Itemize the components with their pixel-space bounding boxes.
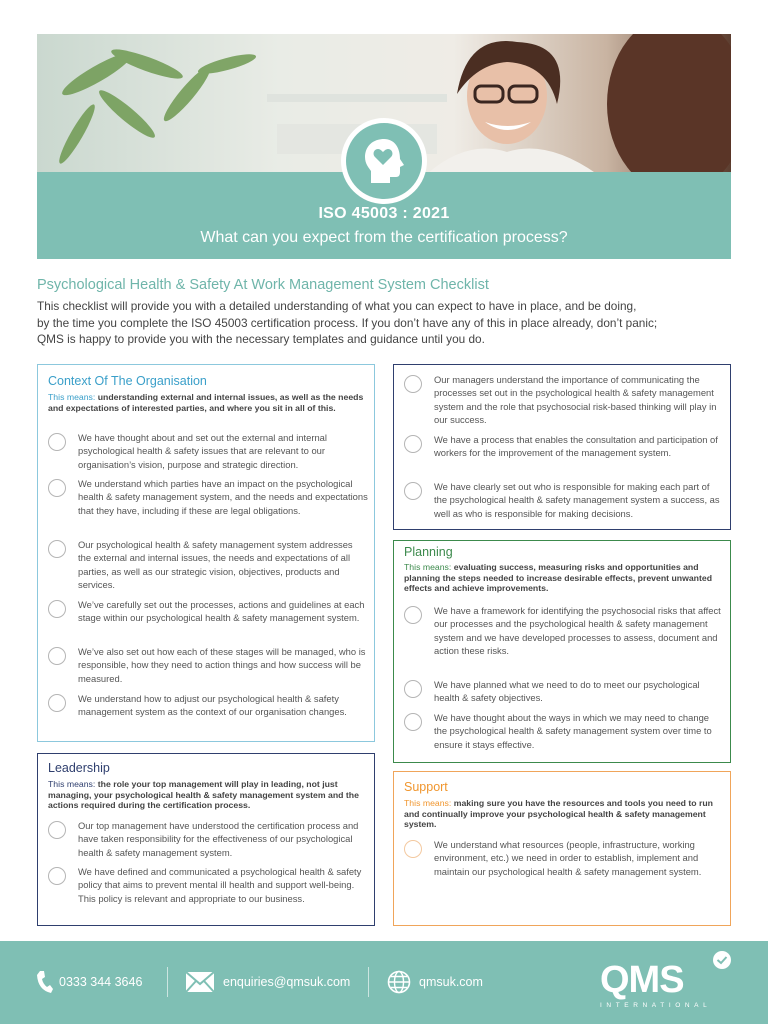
intro-line: QMS is happy to provide you with the necessary templates and guidance until you do. [37,332,485,346]
item-text: We have a framework for identifying the psychosocial risks that affect our processes and the psychological health & safety management system and we have developed processes to assess, document and action these risks. [434,605,721,657]
checklist-item[interactable] [48,598,368,625]
checkbox-circle[interactable] [48,600,66,618]
context-section [37,364,375,742]
checklist-item[interactable] [48,865,368,905]
item-text: We have defined and communicated a psychological health & safety policy that aims to prevent mental ill health and support well-being. This policy is relevant and appropriate to our business. [78,866,362,904]
intro-line: by the time you complete the ISO 45003 certification process. If you don’t have any of this in place already, don’t panic; [37,315,658,330]
checklist-item[interactable] [404,373,724,427]
item-text: Our psychological health & safety management system addresses the external and internal issues, the needs and expectations of all parties, as well as our strategic vision, objectives, products and services. [78,539,353,591]
footer-divider [368,967,369,997]
means-text: making sure you have the resources and tools you need to run and continually improve your psychological health & safety management system. [404,798,713,829]
means-text: evaluating success, measuring risks and opportunities and planning the steps needed to increase desirable effects, prevent unwanted effects and achieve improvements. [404,562,713,593]
checkbox-circle[interactable] [404,713,422,731]
means-label: This means: [48,392,96,402]
item-text: We have thought about and set out the external and internal psychological health & safety issues that are relevant to our organisation’s vision, purpose and strategic direction. [78,432,327,470]
checklist-item[interactable] [404,433,724,460]
qms-logo: QMS [600,959,684,1001]
section-title: Context Of The Organisation [48,374,207,388]
checklist-title: Psychological Health & Safety At Work Management System Checklist [37,277,489,293]
checklist-item[interactable] [48,477,368,517]
item-text: We understand how to adjust our psychological health & safety management system as the context of our organisation changes. [78,693,347,718]
item-text: Our managers understand the importance of communicating the processes set out in the psychological health & safety management system and the role that psychosocial risk-based thinking will play in our success. [434,374,717,426]
intro-line: This checklist will provide you with a detailed understanding of what you can expect to have in place, and be doing, [37,299,637,313]
means-label: This means: [48,779,96,789]
checkbox-circle[interactable] [404,606,422,624]
section-means [48,779,368,811]
qms-logo-subtitle: INTERNATIONAL [600,1002,712,1009]
hero-subtitle: What can you expect from the certification process? [200,229,568,246]
email-address: enquiries@qmsuk.com [223,975,351,989]
checkbox-circle[interactable] [404,375,422,393]
checkbox-circle[interactable] [404,680,422,698]
planning-section [393,540,731,763]
means-label: This means: [404,798,452,808]
section-means [48,392,368,413]
means-label: This means: [404,562,452,572]
checkbox-circle[interactable] [404,435,422,453]
checklist-item[interactable] [404,480,724,520]
website-url: qmsuk.com [419,975,483,989]
footer-email[interactable] [185,968,350,996]
checkbox-circle[interactable] [48,694,66,712]
item-text: We’ve carefully set out the processes, actions and guidelines at each stage within our psychological health & safety management system. [78,599,365,624]
checklist-item[interactable] [404,838,724,878]
checklist-item[interactable] [48,538,368,592]
checklist-item[interactable] [404,711,724,751]
item-text: We have a process that enables the consultation and participation of workers for the improvement of the management system. [434,434,718,459]
means-text: understanding external and internal issues, as well as the needs and expectations of interested parties, and where you sit in all of this. [48,392,364,413]
footer-website[interactable] [387,968,483,996]
leadership-continued-section [393,364,731,530]
section-title: Planning [404,545,453,559]
item-text: Our top management have understood the certification process and have taken responsibility for the effectiveness of our psychological health & safety management system. [78,820,359,858]
checkbox-circle[interactable] [48,647,66,665]
phone-number: 0333 344 3646 [59,975,143,989]
leadership-section [37,753,375,926]
checklist-item[interactable] [48,819,368,859]
item-text: We understand what resources (people, infrastructure, working environment, etc.) we need in order to establish, implement and maintain our psychological health & safety management system. [434,839,702,877]
footer [0,941,768,1024]
checklist-item[interactable] [404,604,724,658]
check-badge-icon [713,951,731,969]
item-text: We have clearly set out who is responsible for making each part of the psychological health & safety management system a success, as well as who is responsible for making decisions. [434,481,720,519]
checkbox-circle[interactable] [404,482,422,500]
footer-phone[interactable] [36,968,142,996]
section-means [404,798,724,830]
hero-title: ISO 45003 : 2021 [318,205,450,222]
section-title: Leadership [48,761,110,775]
checklist-item[interactable] [48,692,368,719]
item-text: We understand which parties have an impact on the psychological health & safety management system, and the needs and expectations that they have, including if these are legal obligations. [78,478,368,516]
item-text: We have planned what we need to do to meet our psychological health & safety objectives. [434,679,700,704]
checklist-item[interactable] [404,678,724,705]
head-heart-icon [341,118,427,204]
item-text: We’ve also set out how each of these stages will be managed, who is responsible, how they need to action things and how success will be measured. [78,646,366,684]
checkbox-circle[interactable] [404,840,422,858]
envelope-icon [185,971,215,993]
checkbox-circle[interactable] [48,867,66,885]
checklist-item[interactable] [48,431,368,471]
intro-paragraph [37,298,737,348]
globe-icon [387,970,411,994]
checklist-item[interactable] [48,645,368,685]
hero-banner [37,34,731,259]
support-section [393,771,731,926]
section-title: Support [404,780,448,794]
means-text: the role your top management will play in leading, not just managing, your psychological health & safety management system and the actions required during the certification process. [48,779,359,810]
item-text: We have thought about the ways in which we may need to change the psychological health & safety management system over time to ensure it stays effective. [434,712,712,750]
checkbox-circle[interactable] [48,540,66,558]
footer-divider [167,967,168,997]
checkbox-circle[interactable] [48,479,66,497]
checkbox-circle[interactable] [48,433,66,451]
phone-icon [36,970,54,994]
section-means [404,562,724,594]
checkbox-circle[interactable] [48,821,66,839]
